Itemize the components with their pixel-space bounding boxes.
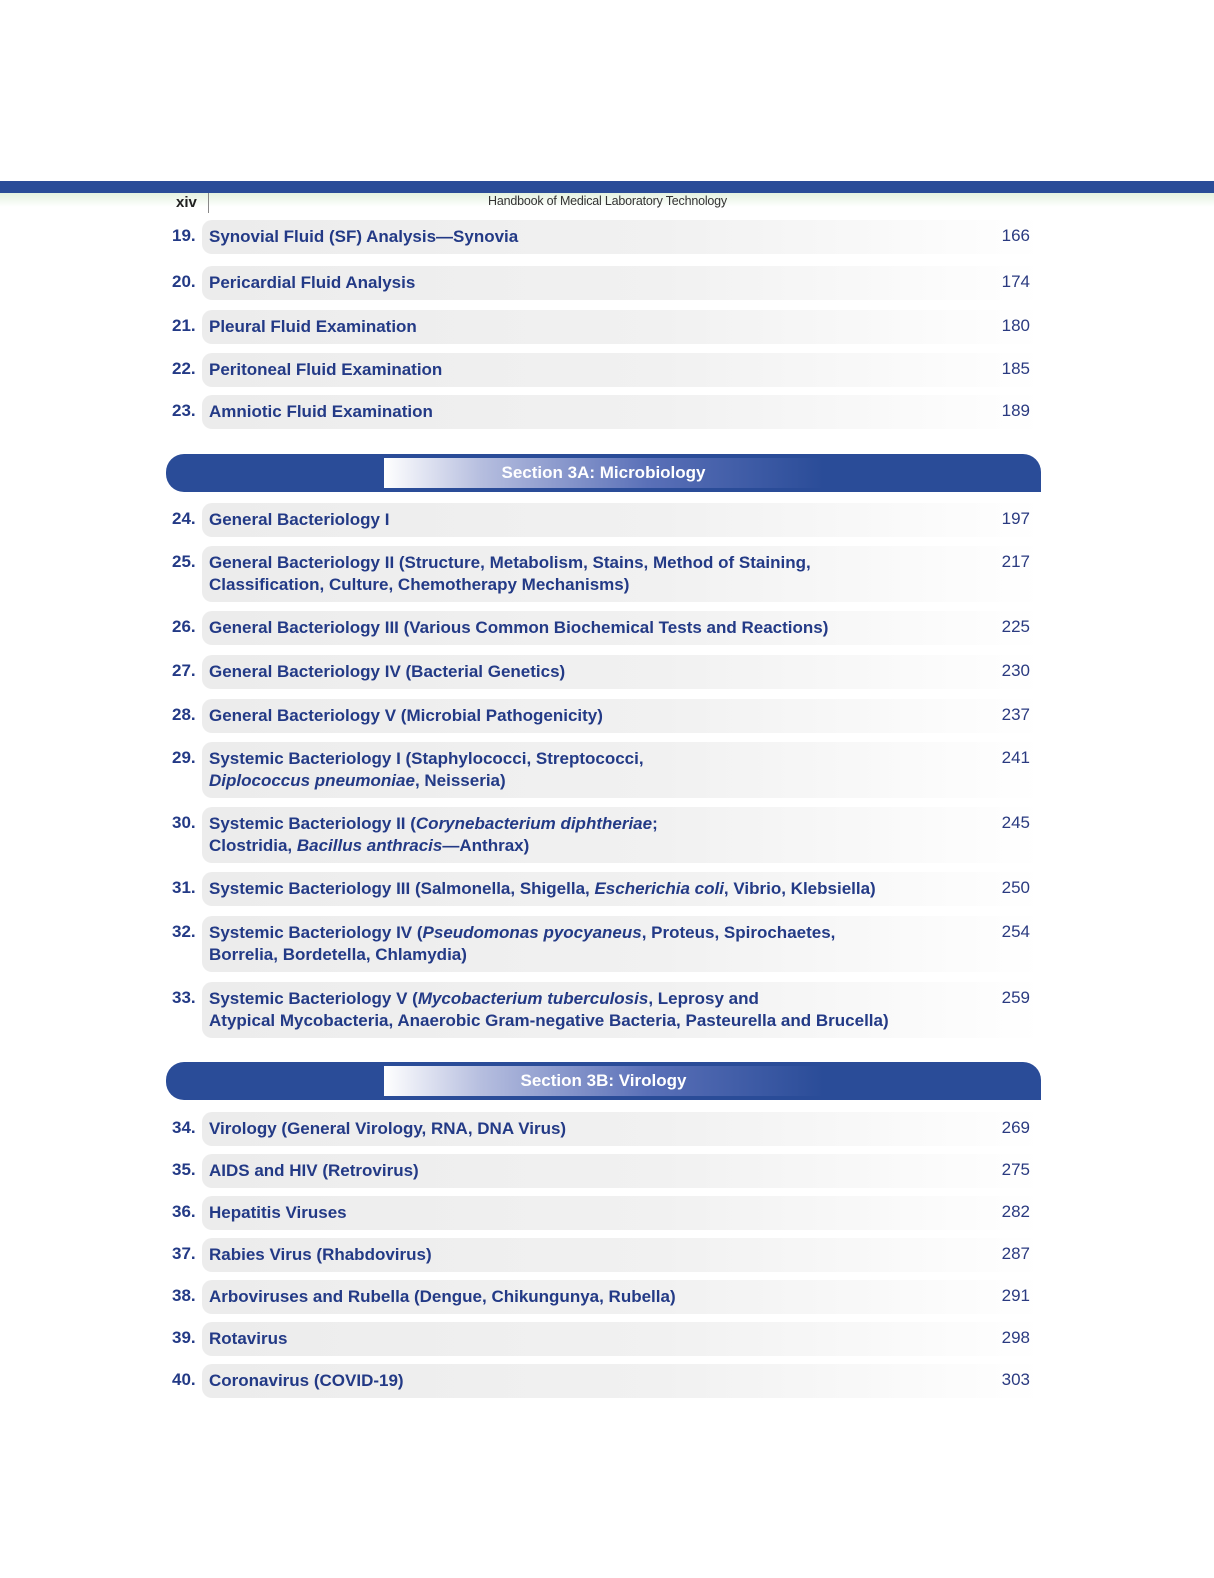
entry-title: [209, 552, 952, 596]
entry-title: [209, 878, 952, 900]
title-part: Systemic Bacteriology V (: [209, 989, 418, 1008]
entry-title: Coronavirus (COVID-19): [209, 1371, 404, 1390]
entry-page: 287: [1001, 1244, 1030, 1263]
section-header-3b: [166, 1062, 1041, 1100]
entry-number: 36.: [172, 1202, 196, 1221]
entry-page: 298: [1001, 1328, 1030, 1347]
toc-entry[interactable]: [172, 1286, 1042, 1308]
toc-entry[interactable]: [172, 1160, 1042, 1182]
title-part: , Vibrio, Klebsiella): [723, 879, 876, 898]
title-italic: Bacillus anthracis: [296, 836, 443, 855]
entry-page: 185: [1001, 359, 1030, 378]
entry-title: General Bacteriology V (Microbial Pathogenicity): [209, 706, 603, 725]
title-line-2: , Neisseria): [414, 771, 506, 790]
toc-entry[interactable]: [172, 1328, 1042, 1350]
entry-title: [209, 988, 982, 1032]
entry-number: 21.: [172, 316, 196, 335]
title-italic: Corynebacterium diphtheriae: [415, 814, 653, 833]
entry-page: 217: [1001, 552, 1030, 571]
entry-page: 282: [1001, 1202, 1030, 1221]
entry-title: Hepatitis Viruses: [209, 1203, 347, 1222]
entry-title: [209, 813, 952, 857]
entry-number: 35.: [172, 1160, 196, 1179]
toc-entry[interactable]: [172, 272, 1042, 294]
entry-number: 31.: [172, 878, 196, 897]
entry-number: 39.: [172, 1328, 196, 1347]
entry-page: 189: [1001, 401, 1030, 420]
title-part: Systemic Bacteriology III (Salmonella, Shigella,: [209, 879, 595, 898]
toc-entry[interactable]: [172, 1118, 1042, 1140]
entry-number: 30.: [172, 813, 196, 832]
entry-number: 20.: [172, 272, 196, 291]
entry-title: Rotavirus: [209, 1329, 288, 1348]
page-folio: xiv: [176, 194, 197, 211]
entry-title: [209, 922, 952, 966]
entry-title: Pericardial Fluid Analysis: [209, 273, 416, 292]
title-line-2: Borrelia, Bordetella, Chlamydia): [209, 945, 467, 964]
section-title: Section 3A: Microbiology: [501, 463, 706, 482]
entry-title: Synovial Fluid (SF) Analysis—Synovia: [209, 227, 519, 246]
toc-entry[interactable]: [172, 922, 1042, 966]
entry-page: 254: [1001, 922, 1030, 941]
entry-title: General Bacteriology IV (Bacterial Genetics): [209, 662, 566, 681]
entry-number: 19.: [172, 226, 196, 245]
entry-page: 166: [1001, 226, 1030, 245]
entry-number: 28.: [172, 705, 196, 724]
entry-number: 25.: [172, 552, 196, 571]
header-color-bar: [0, 181, 1214, 193]
toc-entry[interactable]: [172, 1244, 1042, 1266]
toc-entry[interactable]: [172, 316, 1042, 338]
toc-entry[interactable]: [172, 617, 1042, 639]
toc-entry[interactable]: [172, 1202, 1042, 1224]
toc-entry[interactable]: [172, 401, 1042, 423]
title-italic: Diplococcus pneumoniae: [209, 771, 415, 790]
entry-page: 303: [1001, 1370, 1030, 1389]
toc-entry[interactable]: [172, 813, 1042, 857]
entry-number: 23.: [172, 401, 196, 420]
entry-page: 197: [1001, 509, 1030, 528]
title-line-1: General Bacteriology II (Structure, Metabolism, Stains, Method of Staining,: [209, 553, 811, 572]
entry-page: 250: [1001, 878, 1030, 897]
toc-entry[interactable]: [172, 705, 1042, 727]
toc-entry[interactable]: [172, 509, 1042, 531]
entry-title: General Bacteriology I: [209, 510, 390, 529]
entry-number: 33.: [172, 988, 196, 1007]
title-italic: Mycobacterium tuberculosis: [417, 989, 649, 1008]
toc-entry[interactable]: [172, 878, 1042, 900]
entry-page: 259: [1001, 988, 1030, 1007]
title-part: —Anthrax): [442, 836, 530, 855]
entry-title: Virology (General Virology, RNA, DNA Virus): [209, 1119, 567, 1138]
entry-page: 275: [1001, 1160, 1030, 1179]
running-title: Handbook of Medical Laboratory Technology: [488, 194, 727, 208]
toc-entry[interactable]: [172, 1370, 1042, 1392]
title-part: Systemic Bacteriology IV (: [209, 923, 423, 942]
entry-number: 27.: [172, 661, 196, 680]
entry-page: 269: [1001, 1118, 1030, 1137]
entry-title: Rabies Virus (Rhabdovirus): [209, 1245, 432, 1264]
entry-title: AIDS and HIV (Retrovirus): [209, 1161, 419, 1180]
entry-title: Amniotic Fluid Examination: [209, 402, 433, 421]
title-part: Systemic Bacteriology II (: [209, 814, 416, 833]
entry-title: Peritoneal Fluid Examination: [209, 360, 443, 379]
title-part: , Leprosy and: [648, 989, 759, 1008]
entry-number: 26.: [172, 617, 196, 636]
section-title: Section 3B: Virology: [520, 1071, 687, 1090]
entry-title: [209, 748, 952, 792]
title-line-2: Classification, Culture, Chemotherapy Mechanisms): [209, 575, 630, 594]
entry-page: 180: [1001, 316, 1030, 335]
title-part: Clostridia,: [209, 836, 297, 855]
entry-page: 245: [1001, 813, 1030, 832]
title-italic: Escherichia coli: [594, 879, 724, 898]
entry-number: 40.: [172, 1370, 196, 1389]
entry-number: 29.: [172, 748, 196, 767]
toc-entry[interactable]: [172, 748, 1042, 792]
toc-entry[interactable]: [172, 226, 1042, 248]
entry-number: 22.: [172, 359, 196, 378]
entry-title: General Bacteriology III (Various Common Biochemical Tests and Reactions): [209, 618, 829, 637]
toc-entry[interactable]: [172, 661, 1042, 683]
entry-number: 24.: [172, 509, 196, 528]
title-part: , Proteus, Spirochaetes,: [641, 923, 836, 942]
toc-entry[interactable]: [172, 552, 1042, 596]
entry-title: Pleural Fluid Examination: [209, 317, 417, 336]
title-line-2: Atypical Mycobacteria, Anaerobic Gram-negative Bacteria, Pasteurella and Brucella): [209, 1011, 889, 1030]
entry-number: 38.: [172, 1286, 196, 1305]
entry-page: 230: [1001, 661, 1030, 680]
section-header-3a: [166, 454, 1041, 492]
toc-entry[interactable]: [172, 359, 1042, 381]
entry-number: 32.: [172, 922, 196, 941]
entry-number: 37.: [172, 1244, 196, 1263]
toc-entry[interactable]: [172, 988, 1042, 1032]
folio-divider: [208, 193, 209, 213]
entry-number: 34.: [172, 1118, 196, 1137]
entry-page: 174: [1001, 272, 1030, 291]
entry-page: 291: [1001, 1286, 1030, 1305]
entry-page: 241: [1001, 748, 1030, 767]
entry-page: 237: [1001, 705, 1030, 724]
entry-title: Arboviruses and Rubella (Dengue, Chikungunya, Rubella): [209, 1287, 676, 1306]
title-italic: Pseudomonas pyocyaneus: [422, 923, 642, 942]
title-part: ;: [652, 814, 658, 833]
title-line-1: Systemic Bacteriology I (Staphylococci, Streptococci,: [209, 749, 644, 768]
entry-page: 225: [1001, 617, 1030, 636]
